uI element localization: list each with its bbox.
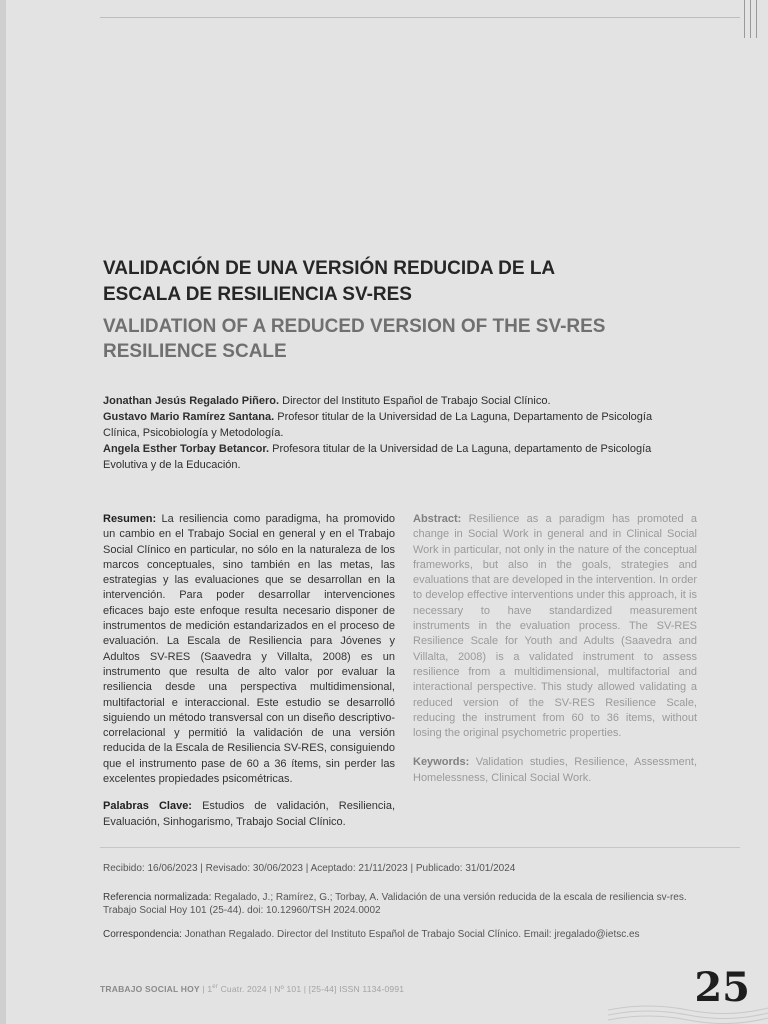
author-affiliation: Director del Instituto Español de Trabajo Social Clínico. bbox=[279, 395, 551, 407]
keywords-paragraph bbox=[413, 755, 697, 786]
correspondence-text: Jonathan Regalado. Director del Instituto Español de Trabajo Social Clínico. Email: jregalado@ietsc.es bbox=[181, 929, 640, 940]
page-number: 25 bbox=[694, 964, 750, 1011]
resumen-text: La resiliencia como paradigma, ha promovido un cambio en el Trabajo Social en general y en el Trabajo Social Clínico en particular, no sólo en la naturaleza de los marcos conceptuales, sino también en las metas, las estrategias y las evaluaciones que se desarrollan en la intervención. Para poder desarrollar intervenciones eficaces bajo este enfoque resulta necesario disponer de instrumentos de medición estandarizados en el proceso de evaluación. La Escala de Resiliencia para Jóvenes y Adultos SV-RES (Saavedra y Villalta, 2008) es un instrumento que resulta de alto valor por evaluar la resiliencia desde una perspectiva multidimensional, multifactorial e interaccional. Este estudio se desarrolló siguiendo un método transversal con un diseño descriptivo-correlacional y permitió la validación de una versión reducida de la Escala de Resiliencia SV-RES, consiguiendo que el instrumento pase de 60 a 36 ítems, sin perder las excelentes propiedades psicométricas. bbox=[103, 513, 395, 786]
decorative-waves bbox=[608, 1000, 768, 1024]
abstract-text: Resilience as a paradigm has promoted a change in Social Work in general and in Clinical Social Work in particular, not only in the nature of the conceptual frameworks, but also in the goals, strategies and evaluations that are developed in the intervention. In order to develop effective interventions under this approach, it is necessary to have standardized measurement instruments in the evaluation process. The SV-RES Resilience Scale for Youth and Adults (Saavedra and Villalta, 2008) is a validated instrument to assess resilience from a multidimensional, multifactorial and interactional perspective. This study allowed validating a reduced version of the SV-RES Resilience Scale, reducing the instrument from 60 to 36 items, without losing the original psychometric properties. bbox=[413, 513, 697, 740]
issue-prefix: | 1 bbox=[199, 984, 213, 994]
author-entry bbox=[103, 393, 663, 409]
english-abstract-column bbox=[413, 512, 697, 786]
abstract-paragraph bbox=[413, 512, 697, 741]
correspondence bbox=[103, 928, 703, 941]
keywords-text: Validation studies, Resilience, Assessment, Homelessness, Clinical Social Work. bbox=[413, 756, 697, 784]
page-edge-shade bbox=[0, 0, 6, 1024]
journal-footer bbox=[100, 984, 404, 994]
palabras-clave-text: Estudios de validación, Resiliencia, Evaluación, Sinhogarismo, Trabajo Social Clínico. bbox=[103, 800, 396, 828]
author-affiliation: Profesora titular de la Universidad de La Laguna, departamento de Psicología Evolutiva y de la Educación. bbox=[103, 443, 652, 471]
title-spanish: VALIDACIÓN DE UNA VERSIÓN REDUCIDA DE LA ESCALA DE RESILIENCIA SV-RES bbox=[103, 258, 555, 305]
dates-text: Recibido: 16/06/2023 | Revisado: 30/06/2023 | Aceptado: 21/11/2023 | Publicado: 31/01/2024 bbox=[103, 863, 516, 874]
resumen-paragraph bbox=[103, 512, 395, 787]
palabras-clave-label: Palabras Clave: bbox=[103, 800, 192, 813]
resumen-label: Resumen: bbox=[103, 513, 157, 525]
spanish-abstract-column bbox=[103, 512, 395, 830]
citation-reference bbox=[103, 891, 703, 917]
abstract-label: Abstract: bbox=[413, 513, 462, 525]
author-entry bbox=[103, 441, 663, 473]
title-english: VALIDATION OF A REDUCED VERSION OF THE SV-RES RESILIENCE SCALE bbox=[103, 316, 606, 362]
corner-decoration bbox=[744, 0, 760, 38]
reference-text: Regalado, J.; Ramírez, G.; Torbay, A. Validación de una versión reducida de la escala de resiliencia sv-res. Trabajo Social Hoy 101 (25-44). doi: 10.12960/TSH 2024.0002 bbox=[103, 892, 687, 916]
author-name: Jonathan Jesús Regalado Piñero. bbox=[103, 395, 280, 407]
author-affiliation: Profesor titular de la Universidad de La Laguna, Departamento de Psicología Clínica, Psicobiología y Metodología. bbox=[103, 411, 653, 439]
metadata-rule bbox=[100, 847, 740, 848]
author-name: Gustavo Mario Ramírez Santana. bbox=[103, 411, 275, 423]
journal-name: TRABAJO SOCIAL HOY bbox=[100, 984, 200, 994]
dates-line bbox=[103, 862, 703, 875]
keywords-label: Keywords: bbox=[413, 756, 470, 769]
palabras-clave-paragraph bbox=[103, 799, 395, 830]
header-rule bbox=[100, 17, 740, 18]
author-list bbox=[103, 393, 663, 473]
reference-label: Referencia normalizada: bbox=[103, 892, 212, 903]
correspondence-label: Correspondencia: bbox=[103, 929, 182, 940]
author-name: Angela Esther Torbay Betancor. bbox=[103, 443, 270, 455]
author-entry bbox=[103, 409, 663, 441]
issue-ordinal: er bbox=[212, 984, 219, 991]
issue-info: Cuatr. 2024 | Nº 101 | [25-44] ISSN 1134-0991 bbox=[218, 984, 405, 994]
